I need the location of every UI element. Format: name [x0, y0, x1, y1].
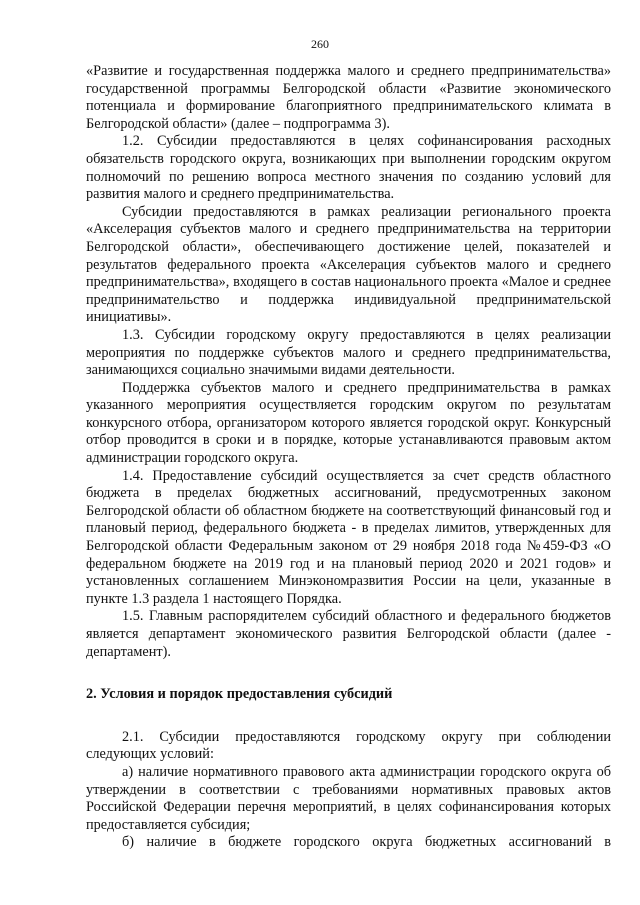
- paragraph-condition-b: б) наличие в бюджете городского округа бюджетных ассигнований в: [122, 834, 611, 851]
- paragraph-1-3: 1.3. Субсидии городскому округу предоставляются в целях реализации мероприятия по поддержке субъектов малого и среднего предпринимательства, занимающихся социально значимыми видами деятельности.: [86, 326, 611, 379]
- section-heading: 2. Условия и порядок предоставления субсидий: [86, 686, 393, 703]
- page-content: [86, 63, 611, 852]
- paragraph-1-4: 1.4. Предоставление субсидий осуществляется за счет средств областного бюджета в пределах бюджетных ассигнований, предусмотренных законом Белгородской области об областном бюджете на соответствующий финансовый год и плановый период, федерального бюджета - в пределах лимитов, утвержденных для Белгородской области Федеральным законом от 29 ноября 2018 года №459-ФЗ «О федеральном бюджете на 2019 год и на плановый период 2020 и 2021 годов» и установленных соглашением Минэкономразвития России на цели, указанные в пункте 1.3 раздела 1 настоящего Порядка.: [86, 467, 611, 607]
- paragraph-condition-a: а) наличие нормативного правового акта администрации городского округа об утверждении в соответствии с требованиями нормативных правовых актов Российской Федерации перечня мероприятий, в целях софинансирования которых предоставляется субсидия;: [86, 763, 611, 833]
- paragraph-1-2: 1.2. Субсидии предоставляются в целях софинансирования расходных обязательств городского округа, возникающих при выполнении городским округом полномочий по решению вопроса местного значения по созданию условий для развития малого и среднего предпринимательства.: [86, 133, 611, 203]
- paragraph-support-selection: Поддержка субъектов малого и среднего предпринимательства в рамках указанного мероприятия осуществляется городским округом по результатам конкурсного отбора, организатором которого является городской округ. Конкурсный отбор проводится в сроки и в порядке, которые устанавливаются правовым актом администрации городского округа.: [86, 379, 611, 467]
- paragraph-2-1: 2.1. Субсидии предоставляются городскому округу при соблюдении следующих условий:: [86, 728, 611, 763]
- page-number: 260: [311, 37, 329, 51]
- paragraph-regional-project: Субсидии предоставляются в рамках реализации регионального проекта «Акселерация субъектов малого и среднего предпринимательства на территории Белгородской области», обеспечивающего достижение целей, показателей и результатов федерального проекта «Акселерация субъектов малого и среднего предпринимательства», входящего в состав национального проекта «Малое и среднее предпринимательство и поддержка индивидуальной предпринимательской инициативы».: [86, 203, 611, 326]
- paragraph-1-5: 1.5. Главным распорядителем субсидий областного и федерального бюджетов является департамент экономического развития Белгородской области (далее - департамент).: [86, 608, 611, 660]
- paragraph-subprogram-continuation: «Развитие и государственная поддержка малого и среднего предпринимательства» государственной программы Белгородской области «Развитие экономического потенциала и формирование благоприятного предпринимательского климата в Белгородской области» (далее – подпрограмма 3).: [86, 63, 611, 132]
